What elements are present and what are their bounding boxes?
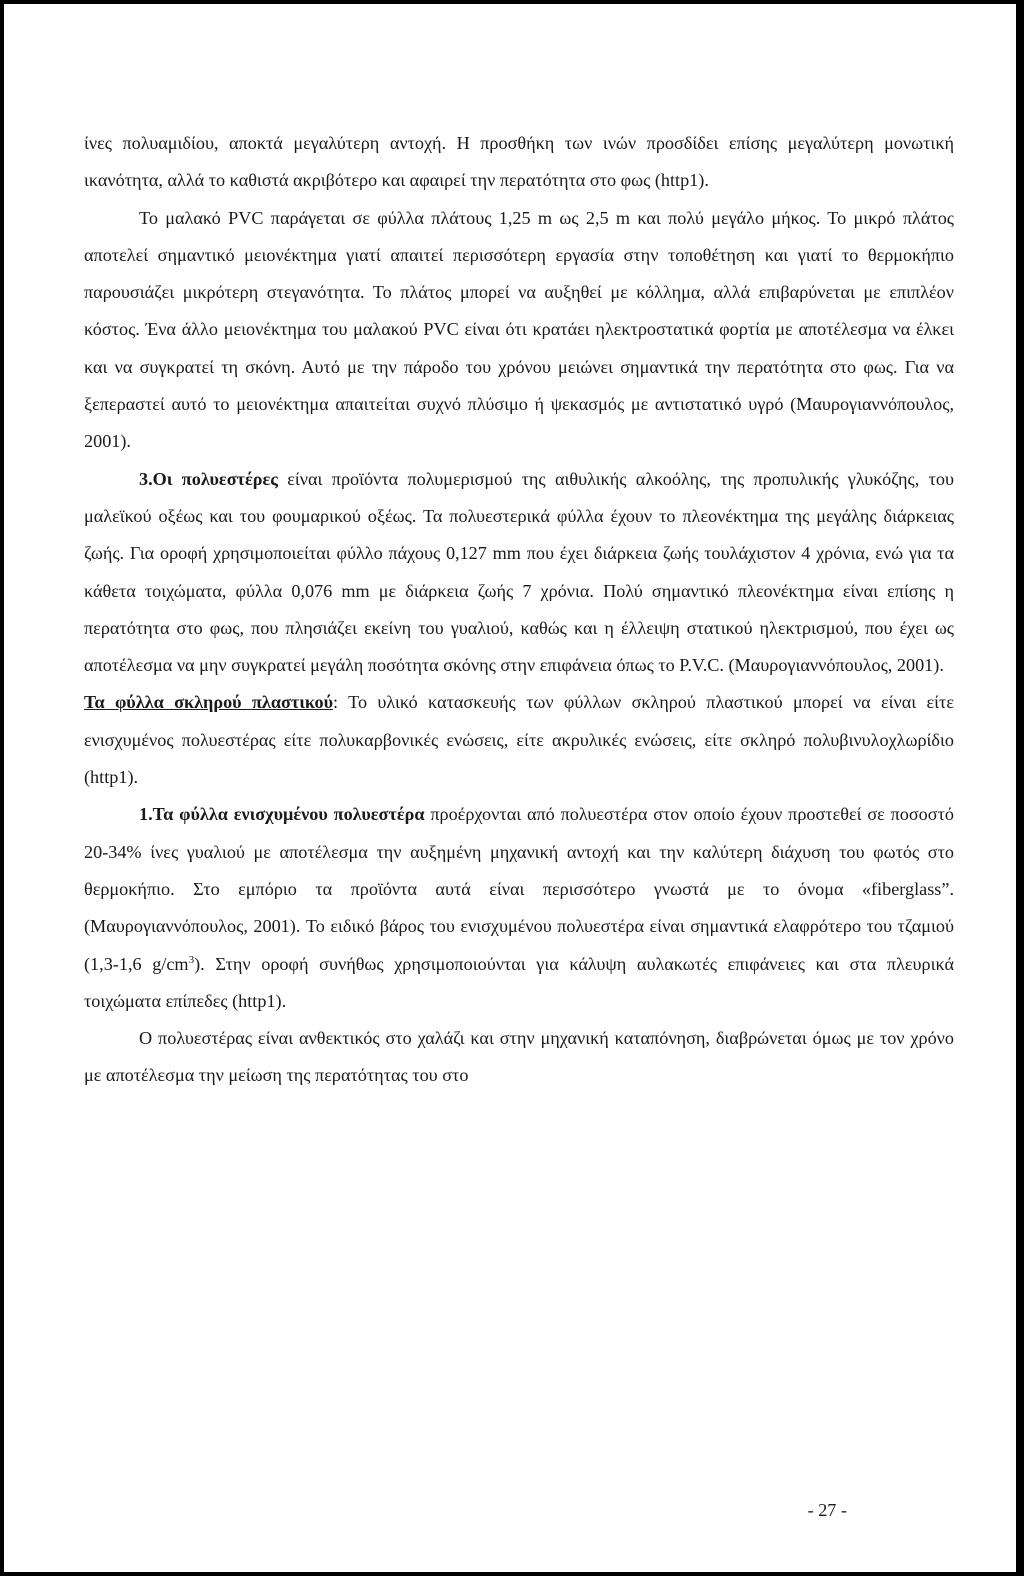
paragraph-6: Ο πολυεστέρας είναι ανθεκτικός στο χαλάζι και στην μηχανική καταπόνηση, διαβρώνεται όμως με τον χρόνο με αποτέλεσμα την μείωση της περατότητας του στο bbox=[84, 1028, 954, 1086]
polyester-heading: 3.Οι πολυεστέρες bbox=[139, 468, 278, 489]
paragraph-5-text-b: ). Στην οροφή συνήθως χρησιμοποιούνται για κάλυψη αυλακωτές επιφάνειες και στα πλευρικά τοιχώματα επίπεδες (http1). bbox=[84, 953, 955, 1011]
page-number: - 27 - bbox=[807, 1500, 847, 1520]
rigid-plastic-heading: Τα φύλλα σκληρού πλαστικού bbox=[84, 692, 334, 713]
reinforced-polyester-heading: 1.Τα φύλλα ενισχυμένου πολυεστέρα bbox=[139, 804, 425, 825]
document-page bbox=[4, 4, 1016, 1572]
paragraph-3 bbox=[84, 461, 954, 685]
paragraph-3-text: είναι προϊόντα πολυμερισμού της αιθυλικής αλκοόλης, της προπυλικής γλυκόζης, του μαλεϊκού οξέως και του φουμαρικού οξέως. Τα πολυεστερικά φύλλα έχουν το πλεονέκτημα της μεγάλης διάρκειας ζωής. Για οροφή χρησιμοποιείται φύλλο πάχους 0,127 mm που έχει διάρκεια ζωής τουλάχιστον 4 χρόνια, ενώ για τα κάθετα τοιχώματα, φύλλα 0,076 mm με διάρκεια ζωής 7 χρόνια. Πολύ σημαντικό πλεονέκτημα είναι επίσης η περατότητα στο φως, που πλησιάζει εκείνη του γυαλιού, καθώς και η έλλειψη στατικού ηλεκτρισμού, που έχει ως αποτέλεσμα να μην συγκρατεί μεγάλη ποσότητα σκόνης στην επιφάνεια όπως το P.V.C. (Μαυρογιαννόπουλος, 2001). bbox=[84, 468, 954, 676]
body-text bbox=[84, 125, 954, 1095]
paragraph-1: ίνες πολυαμιδίου, αποκτά μεγαλύτερη αντοχή. Η προσθήκη των ινών προσδίδει επίσης μεγαλύτερη μονωτική ικανότητα, αλλά το καθιστά ακριβότερο και αφαιρεί την περατότητα στο φως (http1). bbox=[84, 133, 954, 191]
paragraph-5-text-a: προέρχονται από πολυεστέρα στον οποίο έχουν προστεθεί σε ποσοστό 20-34% ίνες γυαλιού με αποτέλεσμα την αυξημένη μηχανική αντοχή και την καλύτερη διάχυση του φωτός στο θερμοκήπιο. Στο εμπόριο τα προϊόντα αυτά είναι περισσότερο γνωστά με το όνομα «fiberglass”. (Μαυρογιαννόπουλος, 2001). Το ειδικό βάρος του ενισχυμένου πολυεστέρα είναι σημαντικά ελαφρότερο του τζαμιού (1,3-1,6 g/cm bbox=[84, 804, 954, 974]
superscript-3: 3 bbox=[188, 953, 195, 966]
paragraph-4 bbox=[84, 684, 954, 796]
paragraph-2: Το μαλακό PVC παράγεται σε φύλλα πλάτους 1,25 m ως 2,5 m και πολύ μεγάλο μήκος. Το μικρό πλάτος αποτελεί σημαντικό μειονέκτημα γιατί απαιτεί περισσότερη εργασία στην τοποθέτηση και γιατί το θερμοκήπιο παρουσιάζει μικρότερη στεγανότητα. Το πλάτος μπορεί να αυξηθεί με κόλλημα, αλλά επιβαρύνεται με επιπλέον κόστος. Ένα άλλο μειονέκτημα του μαλακού PVC είναι ότι κρατάει ηλεκτροστατικά φορτία με αποτέλεσμα να έλκει και να συγκρατεί τη σκόνη. Αυτό με την πάροδο του χρόνου μειώνει σημαντικά την περατότητα στο φως. Για να ξεπεραστεί αυτό το μειονέκτημα απαιτείται συχνό πλύσιμο ή ψεκασμός με αντιστατικό υγρό (Μαυρογιαννόπουλος, 2001). bbox=[84, 207, 954, 452]
paragraph-5 bbox=[84, 796, 954, 1020]
paragraph-4-text: : Το υλικό κατασκευής των φύλλων σκληρού πλαστικού μπορεί να είναι είτε ενισχυμένος πολυεστέρας είτε πολυκαρβονικές ενώσεις, είτε ακρυλικές ενώσεις, είτε σκληρό πολυβινυλοχλωρίδιο (http1). bbox=[84, 692, 955, 788]
